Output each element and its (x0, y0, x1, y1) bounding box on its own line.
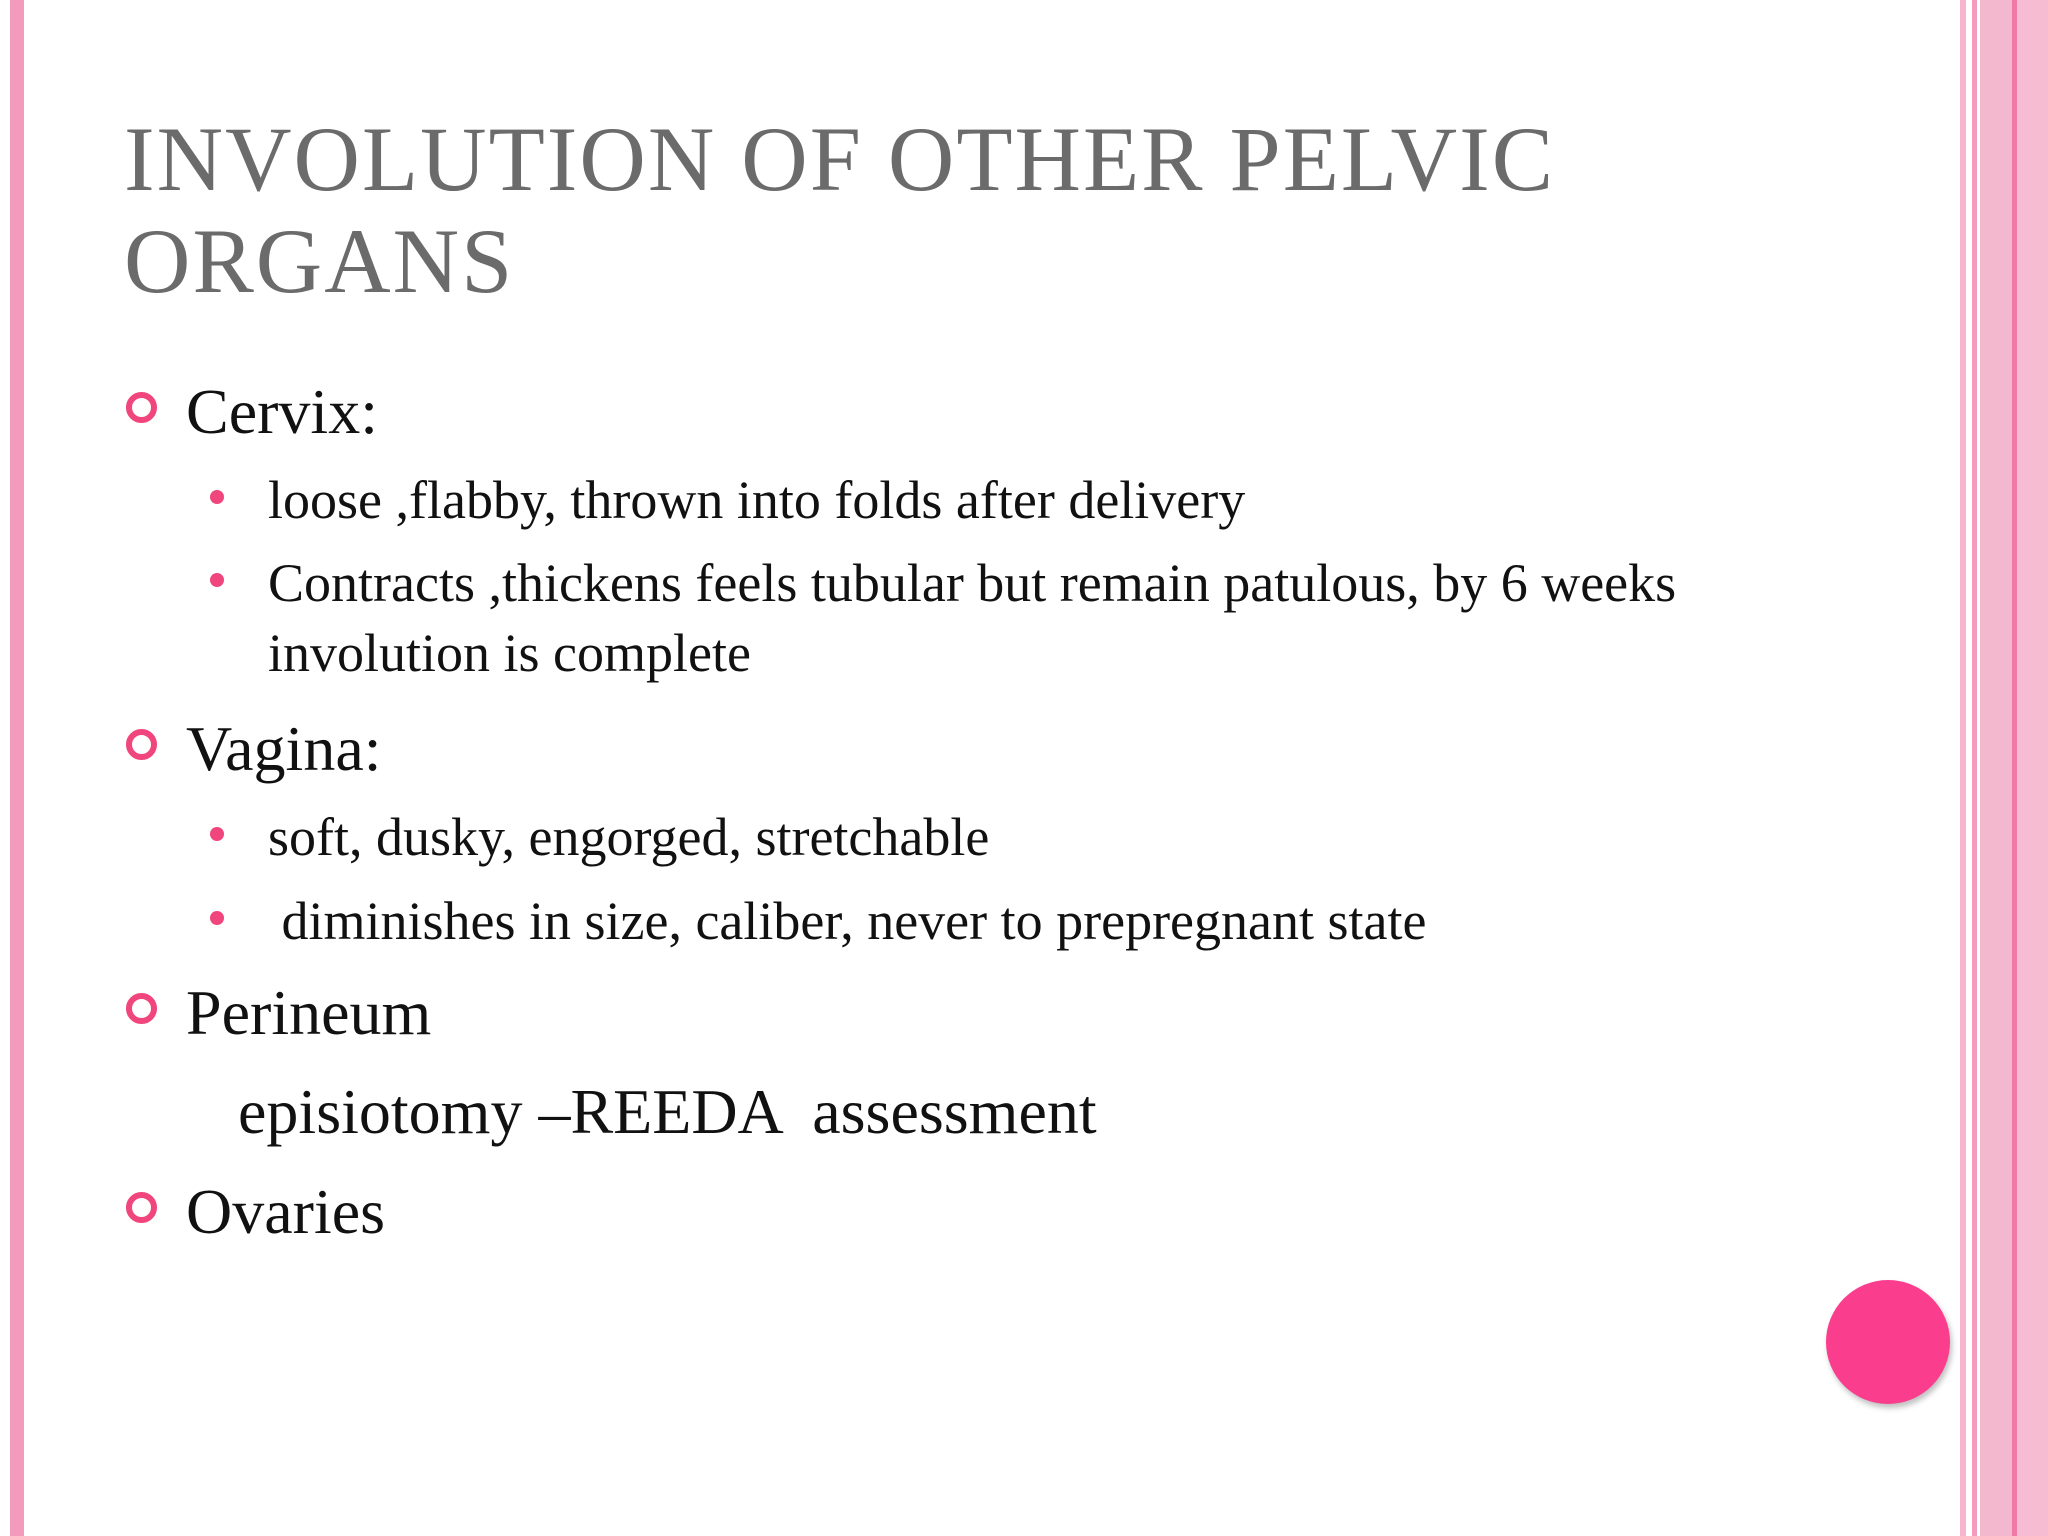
perineum-note: episiotomy –REEDA assessment (238, 1076, 1097, 1147)
dot-bullet-icon (210, 573, 224, 587)
dot-bullet-icon (210, 911, 224, 925)
right-frame-stripe (2017, 0, 2048, 1536)
section-heading-cervix: Cervix: (186, 376, 378, 447)
pink-circle-decoration (1826, 1280, 1950, 1404)
left-frame-bar (10, 0, 24, 1536)
ring-bullet-icon (126, 993, 157, 1024)
ring-bullet-icon (126, 392, 157, 423)
section-heading-perineum: Perineum (186, 977, 432, 1048)
slide-title: INVOLUTION OF OTHER PELVIC ORGANS (124, 108, 1556, 312)
section-heading-ovaries: Ovaries (186, 1176, 386, 1247)
vagina-item-2: diminishes in size, caliber, never to prepregnant state (268, 891, 1427, 951)
section-heading-vagina: Vagina: (186, 713, 382, 784)
cervix-item-2: Contracts ,thickens feels tubular but remain patulous, by 6 weeks involution is complete (268, 553, 1677, 683)
dot-bullet-icon (210, 490, 224, 504)
ring-bullet-icon (126, 1192, 157, 1223)
dot-bullet-icon (210, 827, 224, 841)
vagina-item-1: soft, dusky, engorged, stretchable (268, 807, 990, 867)
right-frame-stripe (1972, 0, 1977, 1536)
cervix-item-1: loose ,flabby, thrown into folds after delivery (268, 470, 1246, 530)
right-frame-stripe (1980, 0, 2012, 1536)
ring-bullet-icon (126, 729, 157, 760)
right-frame-stripe (1960, 0, 1966, 1536)
